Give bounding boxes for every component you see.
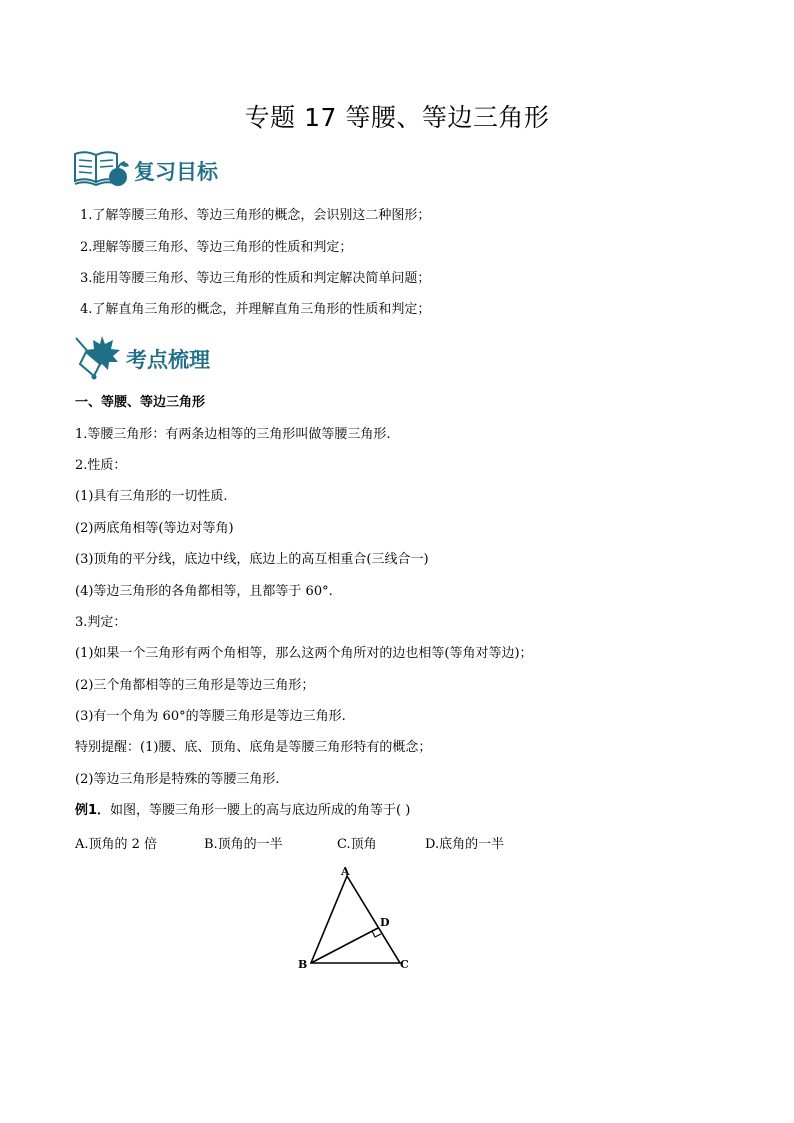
example-label: 例1． bbox=[75, 803, 111, 818]
page-title: 专题 17 等腰、等边三角形 bbox=[244, 103, 550, 132]
example-question bbox=[75, 803, 410, 819]
section-title: 一、等腰、等边三角形 bbox=[75, 395, 206, 410]
triangle-figure bbox=[290, 862, 420, 977]
point-d-label: D bbox=[380, 916, 390, 929]
content-line: (2)三个角都相等的三角形是等边三角形； bbox=[75, 678, 315, 693]
content-line: 2.性质： bbox=[75, 458, 127, 473]
content-line: (2)等边三角形是特殊的等腰三角形. bbox=[75, 772, 280, 787]
example-question-text: 如图，等腰三角形一腰上的高与底边所成的角等于( ) bbox=[110, 803, 411, 818]
goal-item: 3.能用等腰三角形、等边三角形的性质和判定解决简单问题； bbox=[80, 271, 431, 286]
goal-item: 2.理解等腰三角形、等边三角形的性质和判定； bbox=[80, 240, 353, 255]
goal-item: 1.了解等腰三角形、等边三角形的概念，会识别这二种图形； bbox=[80, 208, 431, 223]
content-line: 1.等腰三角形：有两条边相等的三角形叫做等腰三角形. bbox=[75, 427, 391, 442]
vertex-a-label: A bbox=[341, 865, 350, 878]
key-points-heading: 考点梳理 bbox=[126, 348, 210, 372]
option-b: B.顶角的一半 bbox=[204, 837, 283, 852]
content-line: (2)两底角相等(等边对等角) bbox=[75, 521, 234, 536]
review-goals-header bbox=[72, 148, 218, 194]
content-line: (3)顶角的平分线，底边中线，底边上的高互相重合(三线合一) bbox=[75, 552, 429, 567]
goal-item: 4.了解直角三角形的概念，并理解直角三角形的性质和判定； bbox=[80, 302, 431, 317]
content-line: 特别提醒：(1)腰、底、顶角、底角是等腰三角形特有的概念； bbox=[75, 740, 432, 755]
vertex-c-label: C bbox=[400, 958, 409, 971]
content-line: (1)具有三角形的一切性质. bbox=[75, 489, 228, 504]
option-a: A.顶角的 2 倍 bbox=[75, 837, 158, 852]
content-line: (4)等边三角形的各角都相等，且都等于 60°. bbox=[75, 584, 333, 599]
option-c: C.顶角 bbox=[337, 837, 377, 852]
key-points-header bbox=[72, 334, 210, 384]
maple-leaf-bell-icon bbox=[72, 334, 122, 384]
option-d: D.底角的一半 bbox=[425, 837, 505, 852]
content-line: (3)有一个角为 60°的等腰三角形是等边三角形. bbox=[75, 709, 346, 724]
vertex-b-label: B bbox=[298, 958, 308, 971]
book-apple-icon bbox=[72, 148, 130, 194]
right-angle-mark bbox=[372, 931, 381, 937]
review-goals-heading: 复习目标 bbox=[134, 160, 218, 184]
content-line: 3.判定： bbox=[75, 615, 127, 630]
altitude-bd bbox=[311, 928, 378, 963]
content-line: (1)如果一个三角形有两个角相等，那么这两个角所对的边也相等(等角对等边)； bbox=[75, 646, 533, 661]
